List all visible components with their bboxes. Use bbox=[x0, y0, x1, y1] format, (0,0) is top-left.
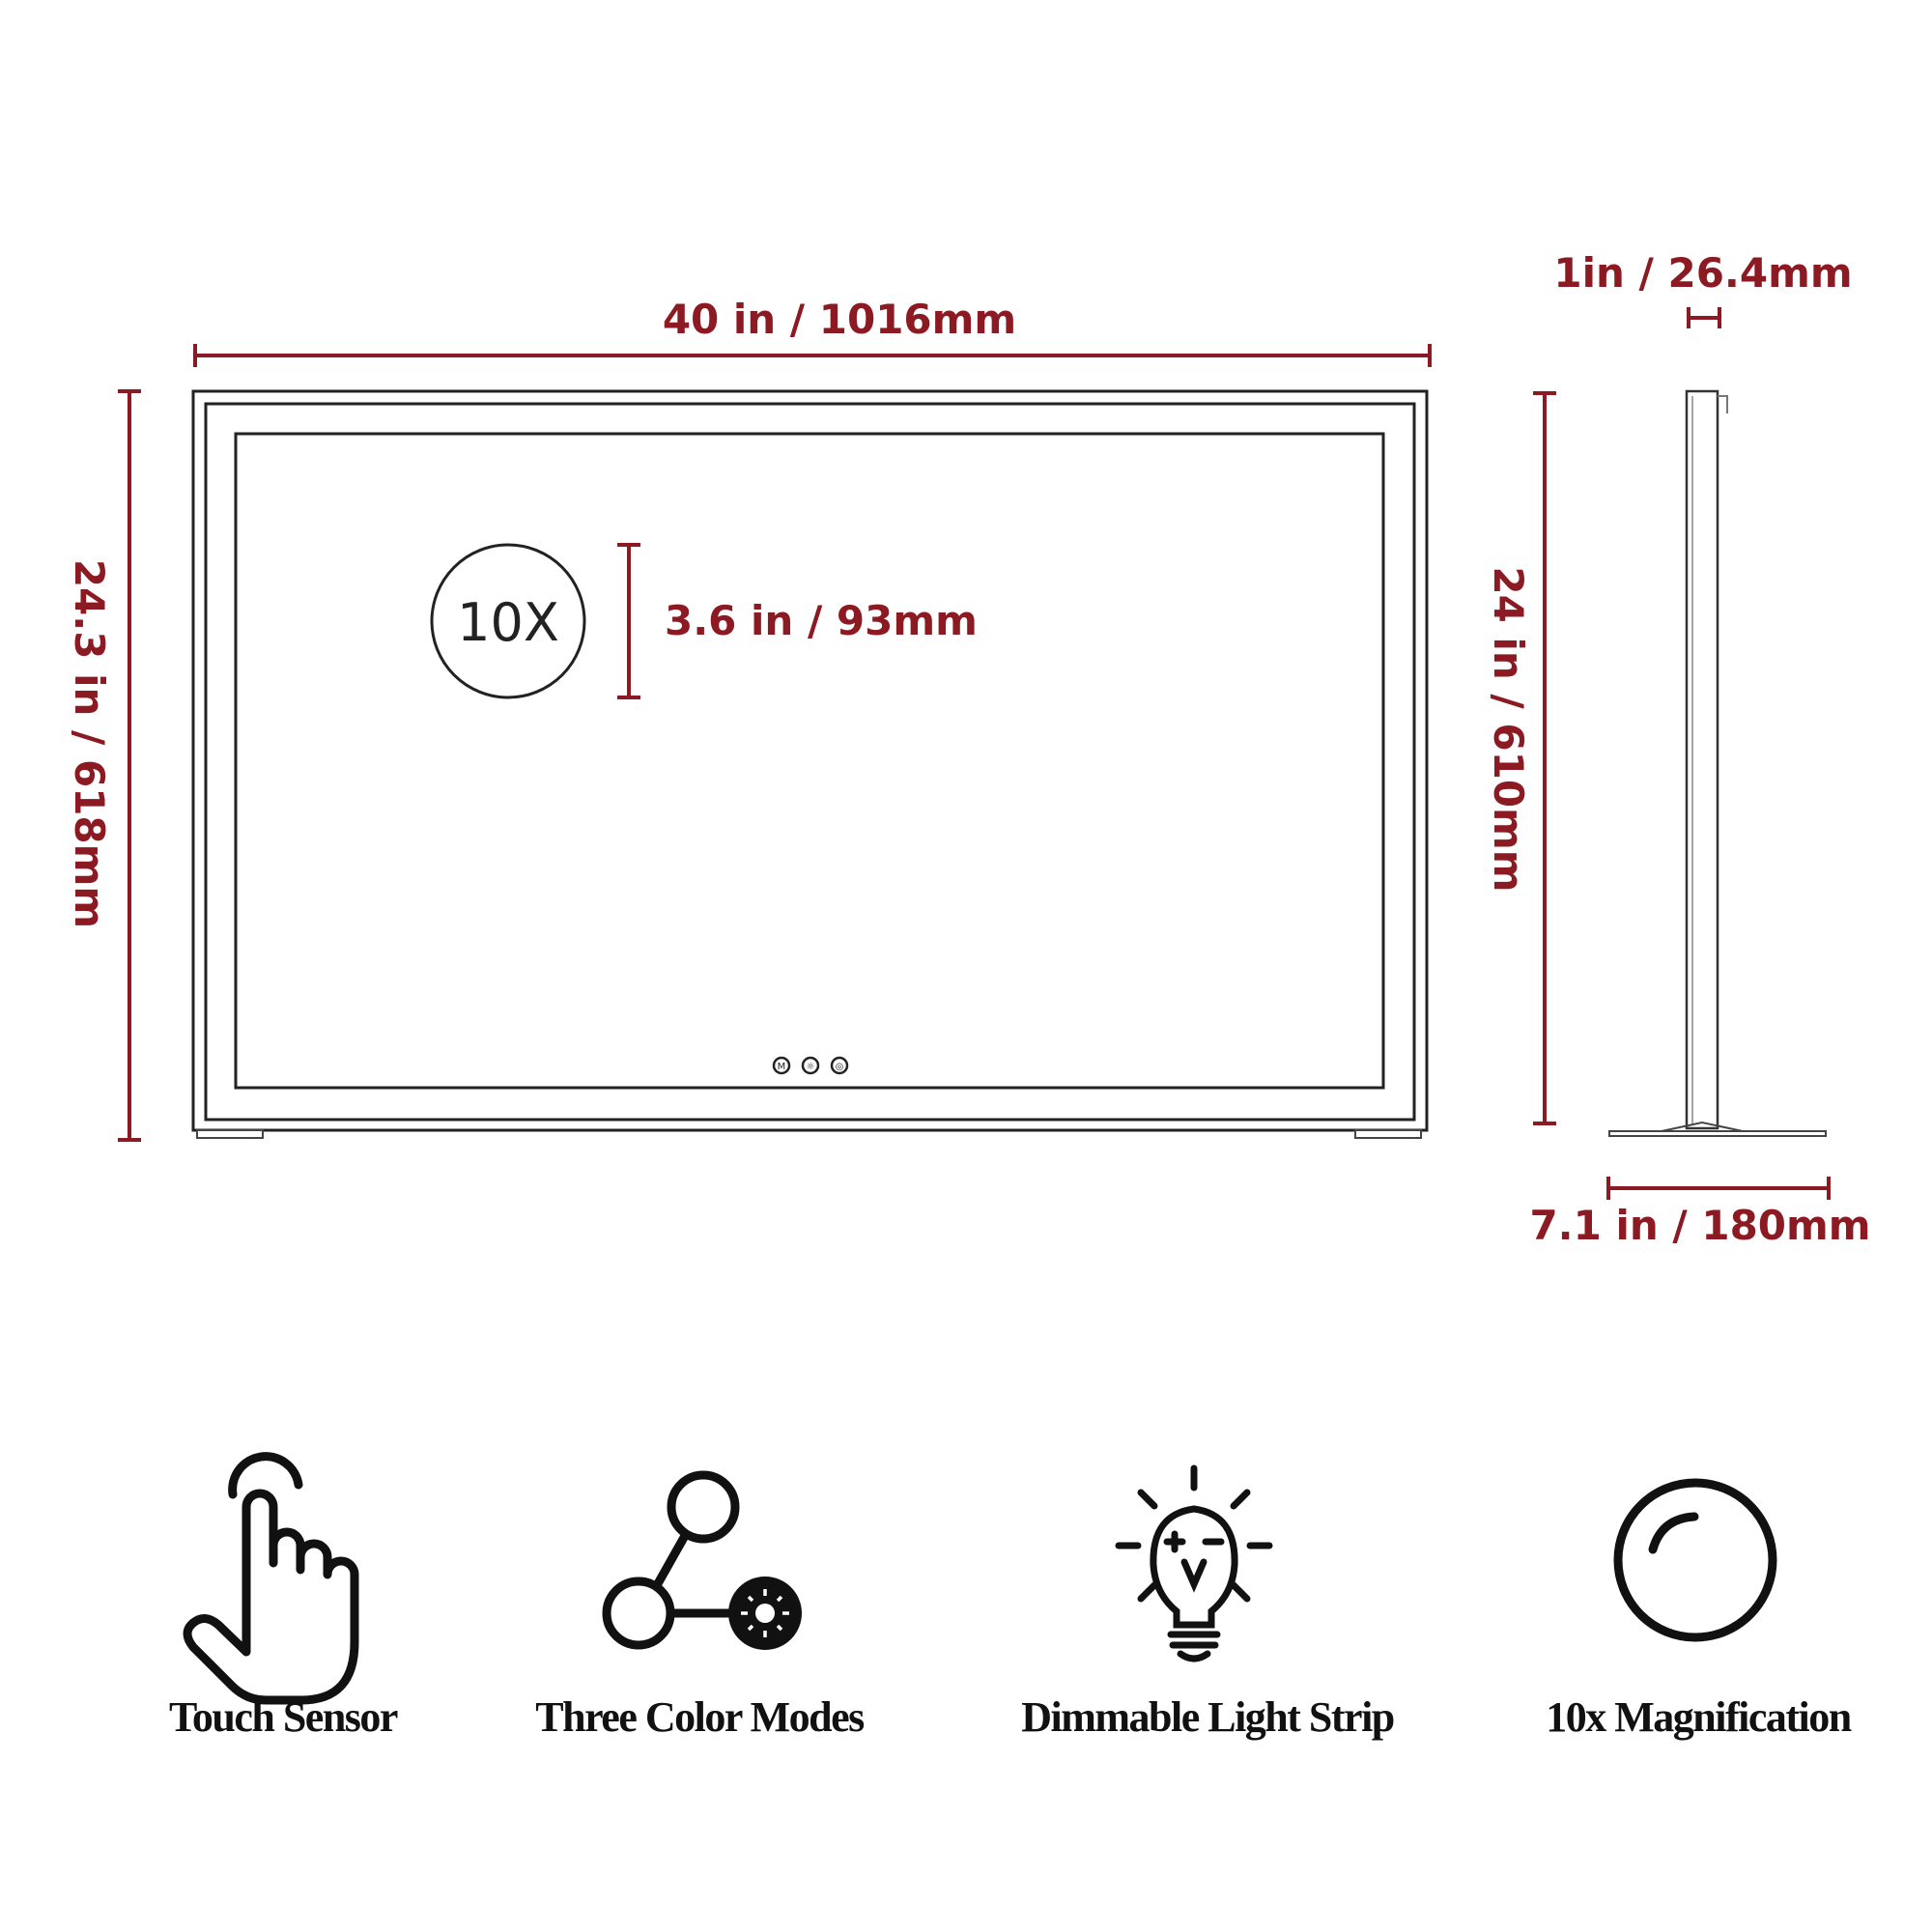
side-view bbox=[1485, 249, 1871, 1249]
left-height-label: 24.3 in / 618mm bbox=[66, 558, 113, 929]
touch-button-magnify-glyph: ◎ bbox=[835, 1062, 844, 1072]
magnifier-size-label: 3.6 in / 93mm bbox=[665, 597, 978, 644]
stand-base bbox=[1609, 1131, 1826, 1136]
touch-button-light-glyph: ☼ bbox=[806, 1062, 815, 1072]
touch-buttons bbox=[774, 1058, 847, 1073]
feature-label-three-color-modes: Three Color Modes bbox=[535, 1693, 864, 1741]
width-dimension bbox=[195, 344, 1430, 367]
base-label: 7.1 in / 180mm bbox=[1529, 1202, 1871, 1249]
magnifier-circle-icon bbox=[1618, 1483, 1773, 1637]
three-nodes-icon bbox=[607, 1475, 802, 1650]
left-height-dimension bbox=[118, 391, 141, 1140]
base-dimension bbox=[1608, 1177, 1829, 1200]
depth-dimension bbox=[1689, 307, 1719, 328]
touch-button-mode-glyph: M bbox=[777, 1062, 786, 1072]
mirror-glass bbox=[236, 434, 1383, 1088]
width-label: 40 in / 1016mm bbox=[662, 296, 1017, 343]
feature-label-10x-magnification: 10x Magnification bbox=[1546, 1693, 1851, 1741]
right-foot bbox=[1355, 1130, 1421, 1138]
feature-label-touch-sensor: Touch Sensor bbox=[169, 1693, 397, 1741]
feature-label-dimmable-light-strip: Dimmable Light Strip bbox=[1021, 1693, 1394, 1741]
mirror-side-profile bbox=[1687, 391, 1718, 1128]
front-view bbox=[66, 296, 1430, 1140]
left-foot bbox=[197, 1130, 263, 1138]
wall-hook bbox=[1718, 396, 1727, 413]
magnifier-label: 10X bbox=[457, 592, 559, 653]
side-height-dimension bbox=[1533, 393, 1556, 1123]
side-height-label: 24 in / 610mm bbox=[1485, 566, 1532, 893]
depth-label: 1in / 26.4mm bbox=[1553, 249, 1853, 297]
light-bulb-icon bbox=[1119, 1468, 1269, 1659]
touch-hand-icon bbox=[187, 1457, 355, 1700]
